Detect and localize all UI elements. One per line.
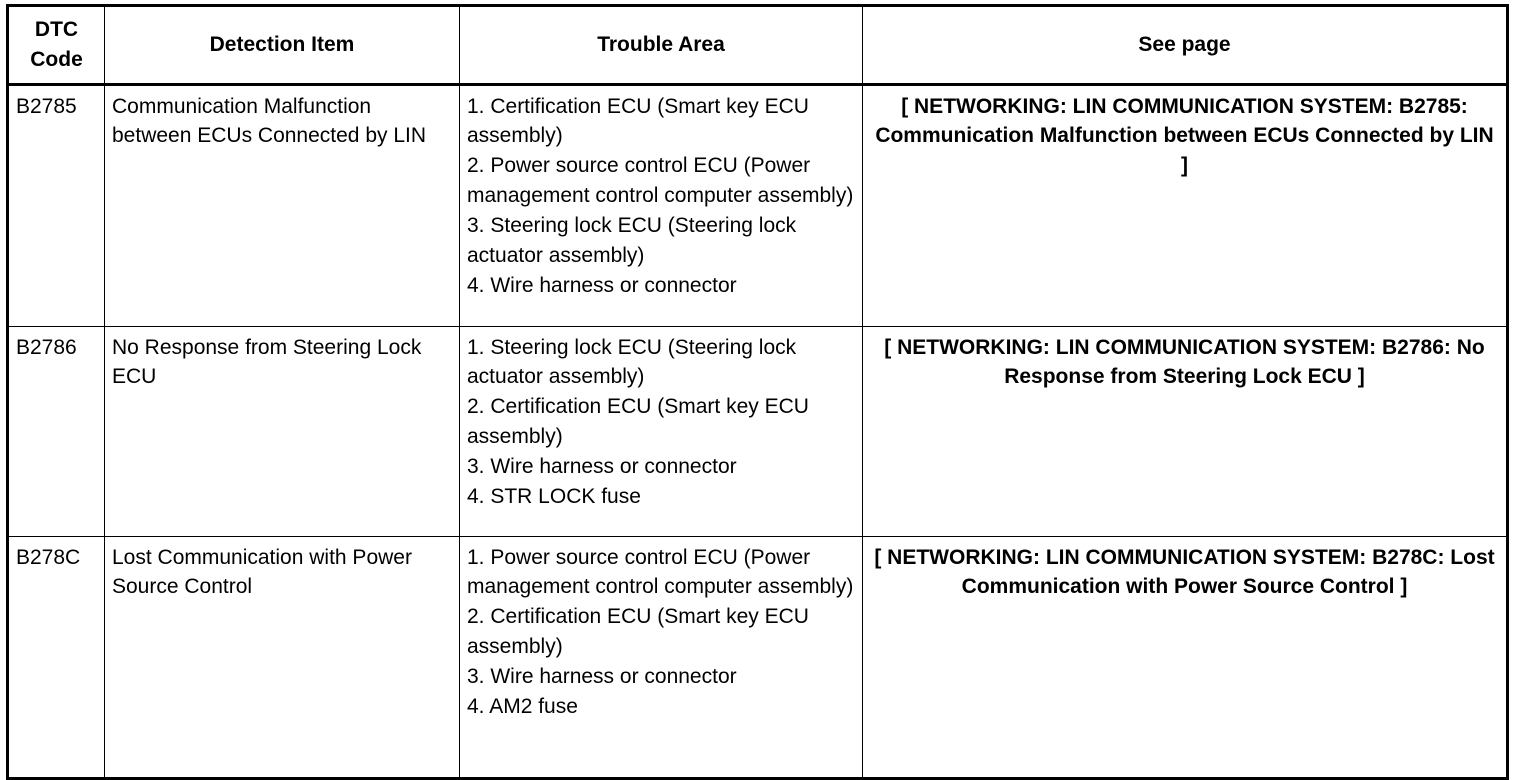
trouble-area-line: 3. Wire harness or connector [467, 454, 737, 478]
header-row [8, 6, 1508, 85]
column-header-dtc-code-line2: Code [30, 47, 83, 71]
column-header-detection-item: Detection Item [105, 6, 460, 85]
trouble-area-line: 4. Wire harness or connector [467, 273, 737, 297]
table-body [8, 84, 1508, 778]
column-header-see-page: See page [863, 6, 1508, 85]
trouble-area-line: 3. Wire harness or connector [467, 664, 737, 688]
cell-trouble-area [460, 536, 863, 778]
trouble-area-line: 2. Certification ECU (Smart key ECU assembly) [467, 395, 809, 449]
cell-see-page: [ NETWORKING: LIN COMMUNICATION SYSTEM: B2786: No Response from Steering Lock ECU ] [863, 326, 1508, 536]
column-header-dtc-code-line1: DTC [34, 18, 79, 41]
cell-detection-item: No Response from Steering Lock ECU [105, 326, 460, 536]
column-header-dtc-code [8, 6, 105, 85]
trouble-area-line: 4. AM2 fuse [467, 694, 578, 718]
table-header [8, 6, 1508, 85]
trouble-area-line: 1. Certification ECU (Smart key ECU assembly) [467, 94, 809, 148]
cell-detection-item: Lost Communication with Power Source Control [105, 536, 460, 778]
column-header-trouble-area: Trouble Area [460, 6, 863, 85]
table-row [8, 536, 1508, 778]
cell-trouble-area [460, 84, 863, 326]
table-row [8, 326, 1508, 536]
dtc-table [6, 4, 1509, 780]
cell-dtc-code: B2786 [8, 326, 105, 536]
cell-dtc-code: B278C [8, 536, 105, 778]
document-page [0, 4, 1520, 756]
cell-dtc-code: B2785 [8, 84, 105, 326]
cell-trouble-area [460, 326, 863, 536]
table-row [8, 84, 1508, 326]
trouble-area-line: 3. Steering lock ECU (Steering lock actuator assembly) [467, 213, 797, 267]
trouble-area-line: 1. Power source control ECU (Power management control computer assembly) [467, 545, 854, 599]
cell-see-page: [ NETWORKING: LIN COMMUNICATION SYSTEM: B2785: Communication Malfunction between ECUs Connected by LIN ] [863, 84, 1508, 326]
trouble-area-line: 1. Steering lock ECU (Steering lock actuator assembly) [467, 335, 797, 389]
cell-see-page: [ NETWORKING: LIN COMMUNICATION SYSTEM: B278C: Lost Communication with Power Source Control ] [863, 536, 1508, 778]
trouble-area-line: 4. STR LOCK fuse [467, 484, 641, 508]
trouble-area-line: 2. Power source control ECU (Power management control computer assembly) [467, 154, 854, 208]
trouble-area-line: 2. Certification ECU (Smart key ECU assembly) [467, 605, 809, 659]
cell-detection-item: Communication Malfunction between ECUs Connected by LIN [105, 84, 460, 326]
